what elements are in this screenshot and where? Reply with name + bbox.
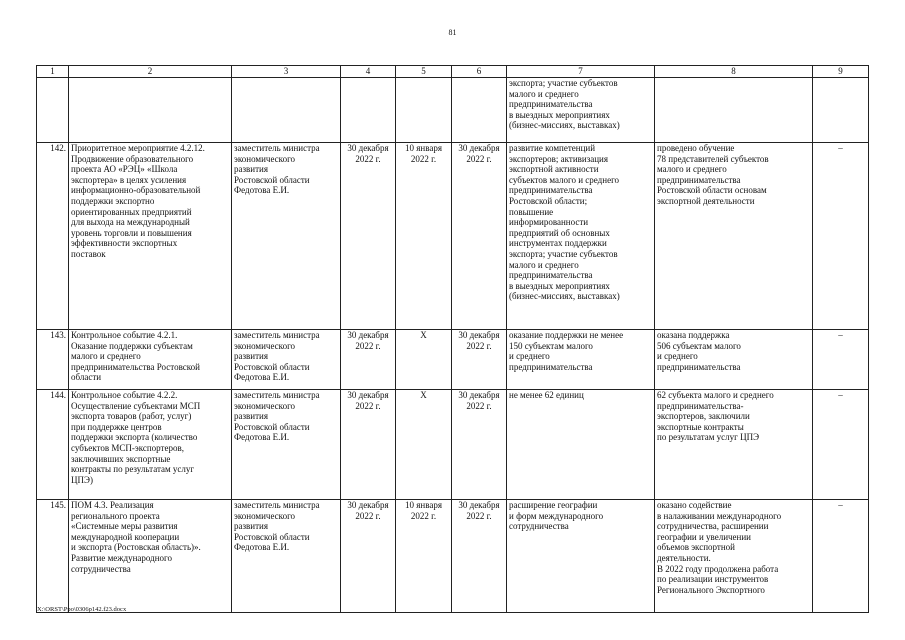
- event-name: Контрольное событие 4.2.2. Осуществление субъектами МСП экспорта товаров (работ, услуг) при поддержке центров поддержки экспорта (количество субъектов МСП-экспортеров, заключивших экспортные контракты по результатам услуг ЦПЭ): [69, 390, 232, 500]
- row-number: 145.: [37, 500, 69, 613]
- actual-result: [655, 78, 813, 143]
- expected-result: оказание поддержки не менее 150 субъектам малого и среднего предпринимательства: [507, 330, 655, 390]
- column-header: 3: [232, 66, 341, 78]
- row-number: [37, 78, 69, 143]
- row-number: 143.: [37, 330, 69, 390]
- report-table: [36, 65, 869, 613]
- event-name: ПОМ 4.3. Реализация регионального проекта «Системные меры развития международной кооперации и экспорта (Ростовская область)». Развитие международного сотрудничества: [69, 500, 232, 613]
- table-row: [37, 390, 869, 500]
- note: –: [813, 390, 869, 500]
- column-header: 2: [69, 66, 232, 78]
- footer-file-path: X:\ORST\Ppo\0306p142.f23.docx: [37, 606, 127, 613]
- fact-start-date: 10 января 2022 г.: [396, 143, 452, 330]
- plan-end-date: 30 декабря 2022 г.: [452, 330, 507, 390]
- fact-start-date: X: [396, 330, 452, 390]
- expected-result: экспорта; участие субъектов малого и среднего предпринимательства в выездных мероприятиях (бизнес-миссиях, выставках): [507, 78, 655, 143]
- expected-result: расширение географии и форм международного сотрудничества: [507, 500, 655, 613]
- fact-start-date: 10 января 2022 г.: [396, 500, 452, 613]
- note: –: [813, 143, 869, 330]
- responsible: заместитель министра экономического развития Ростовской области Федотова Е.И.: [232, 143, 341, 330]
- row-number: 142.: [37, 143, 69, 330]
- table-row: [37, 500, 869, 613]
- page-number: 81: [448, 28, 457, 37]
- actual-result: 62 субъекта малого и среднего предпринимательства- экспортеров, заключили экспортные контракты по результатам услуг ЦПЭ: [655, 390, 813, 500]
- plan-start-date: [341, 78, 396, 143]
- event-name: [69, 78, 232, 143]
- actual-result: проведено обучение 78 представителей субъектов малого и среднего предпринимательства Ростовской области основам экспортной деятельности: [655, 143, 813, 330]
- fact-start-date: X: [396, 390, 452, 500]
- column-header: 4: [341, 66, 396, 78]
- column-header: 5: [396, 66, 452, 78]
- fact-start-date: [396, 78, 452, 143]
- plan-start-date: 30 декабря 2022 г.: [341, 330, 396, 390]
- note: –: [813, 330, 869, 390]
- responsible: заместитель министра экономического развития Ростовской области Федотова Е.И.: [232, 330, 341, 390]
- table-row: [37, 78, 869, 143]
- column-header: 1: [37, 66, 69, 78]
- plan-start-date: 30 декабря 2022 г.: [341, 143, 396, 330]
- expected-result: развитие компетенций экспортеров; активизация экспортной активности субъектов малого и среднего предпринимательства Ростовской области; повышение информированности предприятий об основных инструментах поддержки экспорта; участие субъектов малого и среднего предпринимательства в выездных мероприятиях (бизнес-миссиях, выставках): [507, 143, 655, 330]
- plan-end-date: 30 декабря 2022 г.: [452, 390, 507, 500]
- plan-end-date: 30 декабря 2022 г.: [452, 143, 507, 330]
- responsible: заместитель министра экономического развития Ростовской области Федотова Е.И.: [232, 390, 341, 500]
- responsible: [232, 78, 341, 143]
- event-name: Приоритетное мероприятие 4.2.12. Продвижение образовательного проекта АО «РЭЦ» «Школа экспортера» в целях усиления информационно-образовательной поддержки экспортно ориентированных предприятий для выхода на международный уровень торговли и повышения эффективности экспортных поставок: [69, 143, 232, 330]
- column-header: 9: [813, 66, 869, 78]
- event-name: Контрольное событие 4.2.1. Оказание поддержки субъектам малого и среднего предпринимательства Ростовской области: [69, 330, 232, 390]
- expected-result: не менее 62 единиц: [507, 390, 655, 500]
- plan-end-date: [452, 78, 507, 143]
- table-row: [37, 143, 869, 330]
- actual-result: оказана поддержка 506 субъектам малого и среднего предпринимательства: [655, 330, 813, 390]
- actual-result: оказано содействие в налаживании международного сотрудничества, расширении географии и увеличении объемов экспортной деятельности. В 2022 году продолжена работа по реализации инструментов Регионального Экспортного: [655, 500, 813, 613]
- plan-end-date: 30 декабря 2022 г.: [452, 500, 507, 613]
- column-header: 7: [507, 66, 655, 78]
- table-row: [37, 330, 869, 390]
- plan-start-date: 30 декабря 2022 г.: [341, 390, 396, 500]
- plan-start-date: 30 декабря 2022 г.: [341, 500, 396, 613]
- responsible: заместитель министра экономического развития Ростовской области Федотова Е.И.: [232, 500, 341, 613]
- row-number: 144.: [37, 390, 69, 500]
- note: [813, 78, 869, 143]
- column-header: 8: [655, 66, 813, 78]
- column-header: 6: [452, 66, 507, 78]
- table-header-row: [37, 66, 869, 78]
- note: –: [813, 500, 869, 613]
